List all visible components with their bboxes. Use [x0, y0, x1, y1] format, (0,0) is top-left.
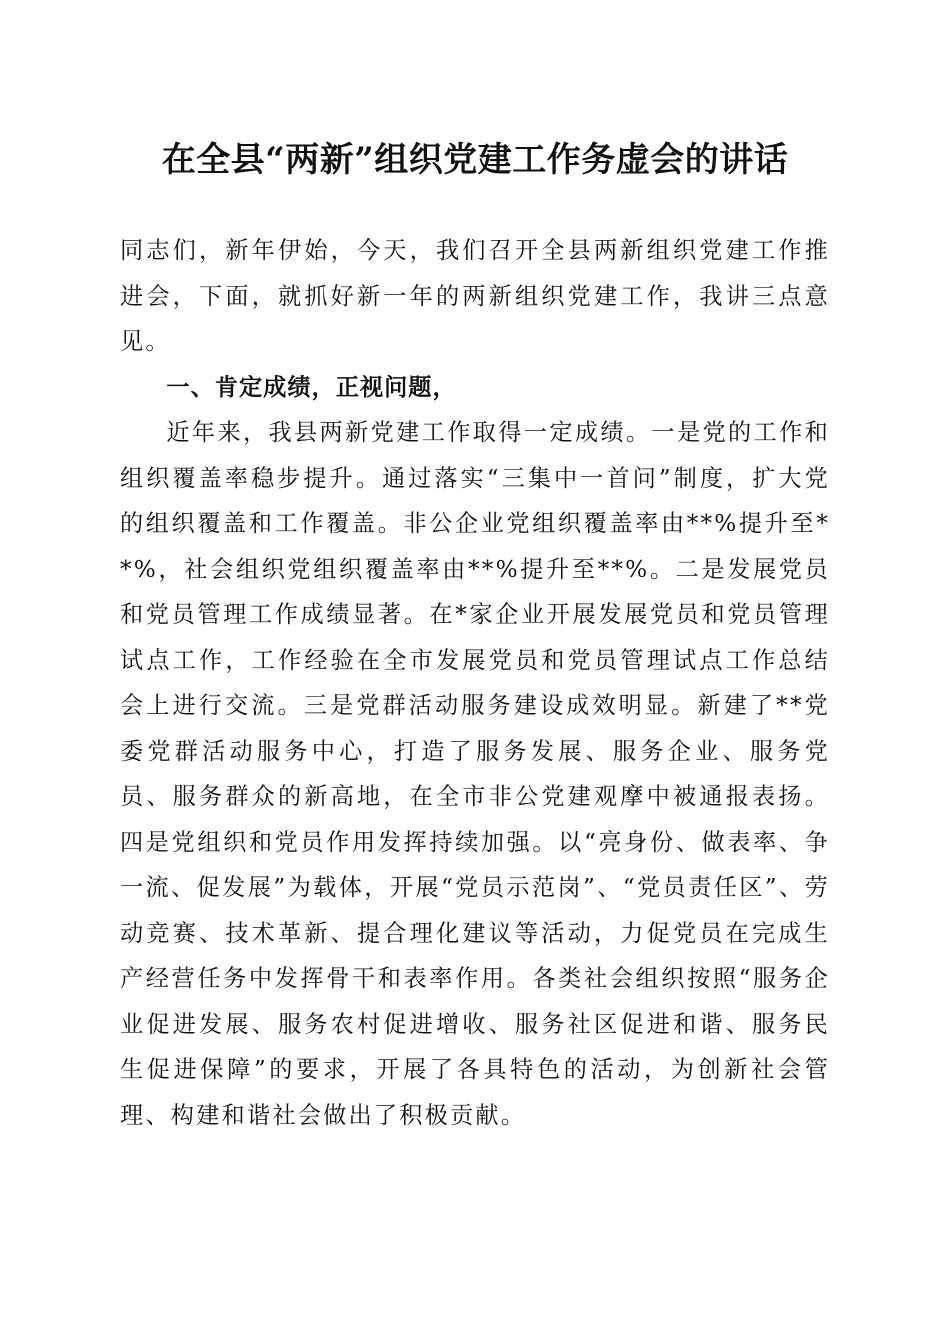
section-1-paragraph: 近年来，我县两新党建工作取得一定成绩。一是党的工作和组织覆盖率稳步提升。通过落实“三集中一首问”制度，扩大党的组织覆盖和工作覆盖。非公企业党组织覆盖率由**%提升至**%，社会组织党组织覆盖率由**%提升至**%。二是发展党员和党员管理工作成绩显著。在*家企业开展发展党员和党员管理试点工作，工作经验在全市发展党员和党员管理试点工作总结会上进行交流。三是党群活动服务建设成效明显。新建了**党委党群活动服务中心，打造了服务发展、服务企业、服务党员、服务群众的新高地，在全市非公党建观摩中被通报表扬。四是党组织和党员作用发挥持续加强。以“亮身份、做表率、争一流、促发展”为载体，开展“党员示范岗”、“党员责任区”、劳动竞赛、技术革新、提合理化建议等活动，力促党员在完成生产经营任务中发挥骨干和表率作用。各类社会组织按照“服务企业促进发展、服务农村促进增收、服务社区促进和谐、服务民生促进保障”的要求，开展了各具特色的活动，为创新社会管理、构建和谐社会做出了积极贡献。	[120, 419, 830, 1129]
document-title: 在全县“两新”组织党建工作务虚会的讲话	[161, 140, 789, 180]
document-body	[120, 228, 830, 1138]
section-heading-1: 一、肯定成绩，正视问题，	[166, 373, 457, 401]
intro-paragraph: 同志们，新年伊始，今天，我们召开全县两新组织党建工作推进会，下面，就抓好新一年的两新组织党建工作，我讲三点意见。	[120, 237, 830, 355]
